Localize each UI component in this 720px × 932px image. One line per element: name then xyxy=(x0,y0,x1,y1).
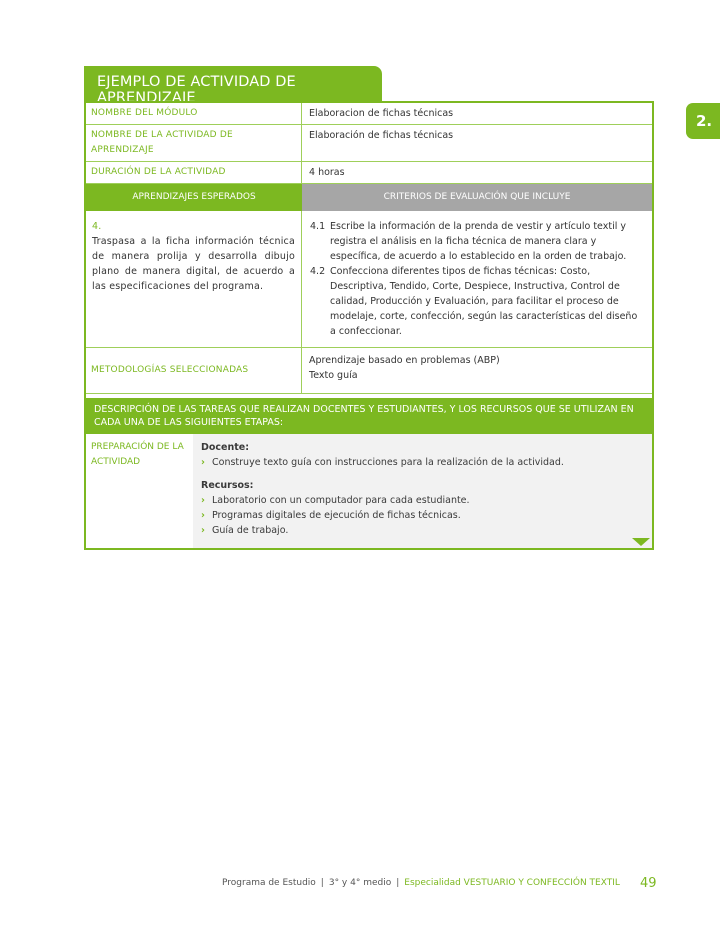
resource-item xyxy=(201,523,644,538)
activity-table xyxy=(84,101,654,550)
module-value: Elaboracion de fichas técnicas xyxy=(309,108,454,119)
duration-value: 4 horas xyxy=(309,167,345,178)
duration-label: DURACIÓN DE LA ACTIVIDAD xyxy=(86,162,302,183)
module-label: NOMBRE DEL MÓDULO xyxy=(86,103,302,124)
chevron-right-icon: › xyxy=(201,525,205,536)
activity-value: Elaboración de fichas técnicas xyxy=(309,130,454,141)
footer-grade: 3° y 4° medio xyxy=(328,878,392,888)
criteria-item xyxy=(310,219,644,264)
section-number: 2. xyxy=(696,112,713,130)
methodology-item: Texto guía xyxy=(309,370,358,381)
expected-learning-header: APRENDIZAJES ESPERADOS xyxy=(86,184,302,211)
teacher-item xyxy=(201,455,644,470)
triangle-down-icon xyxy=(632,538,650,546)
duration-row xyxy=(86,162,652,184)
activity-title: EJEMPLO DE ACTIVIDAD DE APRENDIZAJE xyxy=(97,74,296,106)
resource-item-text: Guía de trabajo. xyxy=(212,525,289,536)
description-bar: DESCRIPCIÓN DE LAS TAREAS QUE REALIZAN DOCENTES Y ESTUDIANTES, Y LOS RECURSOS QUE SE UTILIZAN EN CADA UNA DE LAS SIGUIENTES ETAPAS: xyxy=(86,398,652,434)
teacher-item-text: Construye texto guía con instrucciones para la realización de la actividad. xyxy=(212,457,564,468)
teacher-heading: Docente: xyxy=(201,442,250,453)
resource-item xyxy=(201,493,644,508)
preparation-content xyxy=(193,434,652,548)
chevron-right-icon: › xyxy=(201,457,205,468)
resource-item-text: Programas digitales de ejecución de fichas técnicas. xyxy=(212,510,461,521)
activity-title-tab xyxy=(84,66,382,106)
preparation-label: PREPARACIÓN DE LA ACTIVIDAD xyxy=(91,442,184,467)
activity-row xyxy=(86,125,652,162)
footer-specialty: Especialidad VESTUARIO Y CONFECCIÓN TEXTIL xyxy=(404,878,620,888)
expected-learning-cell xyxy=(86,211,302,347)
preparation-row xyxy=(86,434,652,548)
criteria-text: Confecciona diferentes tipos de fichas técnicas: Costo, Descriptiva, Tendido, Corte, Despiece, Instructiva, Control de calidad, Producción y Evaluación, para facilitar el proceso de modelaje, corte, confección, según las características del diseño a confeccionar. xyxy=(330,266,638,337)
column-header-row xyxy=(86,184,652,211)
methodology-item: Aprendizaje basado en problemas (ABP) xyxy=(309,355,500,366)
methodology-label: METODOLOGÍAS SELECCIONADAS xyxy=(86,348,302,393)
resources-heading: Recursos: xyxy=(201,480,254,491)
activity-label: NOMBRE DE LA ACTIVIDAD DE APRENDIZAJE xyxy=(86,125,302,161)
criteria-cell xyxy=(302,211,652,347)
criteria-text: Escribe la información de la prenda de vestir y artículo textil y registra el análisis en la ficha técnica de manera clara y específica, de acuerdo a lo establecido en la orden de trabajo. xyxy=(330,221,627,262)
expected-learning-number: 4. xyxy=(92,221,102,232)
module-row xyxy=(86,103,652,125)
criteria-item xyxy=(310,264,644,339)
criteria-number: 4.2 xyxy=(310,266,326,277)
chevron-right-icon: › xyxy=(201,495,205,506)
chevron-right-icon: › xyxy=(201,510,205,521)
page-number: 49 xyxy=(640,876,657,891)
section-badge xyxy=(686,103,720,139)
criteria-number: 4.1 xyxy=(310,221,326,232)
description-row xyxy=(86,394,652,434)
methodology-row xyxy=(86,348,652,394)
footer-program: Programa de Estudio xyxy=(222,878,316,888)
footer: Programa de Estudio | 3° y 4° medio | Especialidad VESTUARIO Y CONFECCIÓN TEXTIL xyxy=(222,878,620,888)
expected-learning-text: Traspasa a la ficha información técnica de manera prolija y desarrolla dibujo plano de manera digital, de acuerdo a las especificaciones del programa. xyxy=(92,236,295,292)
methodology-values xyxy=(302,348,652,393)
resource-item xyxy=(201,508,644,523)
criteria-header: CRITERIOS DE EVALUACIÓN QUE INCLUYE xyxy=(302,184,652,211)
resource-item-text: Laboratorio con un computador para cada estudiante. xyxy=(212,495,470,506)
criteria-list xyxy=(310,219,644,339)
learning-row xyxy=(86,211,652,348)
